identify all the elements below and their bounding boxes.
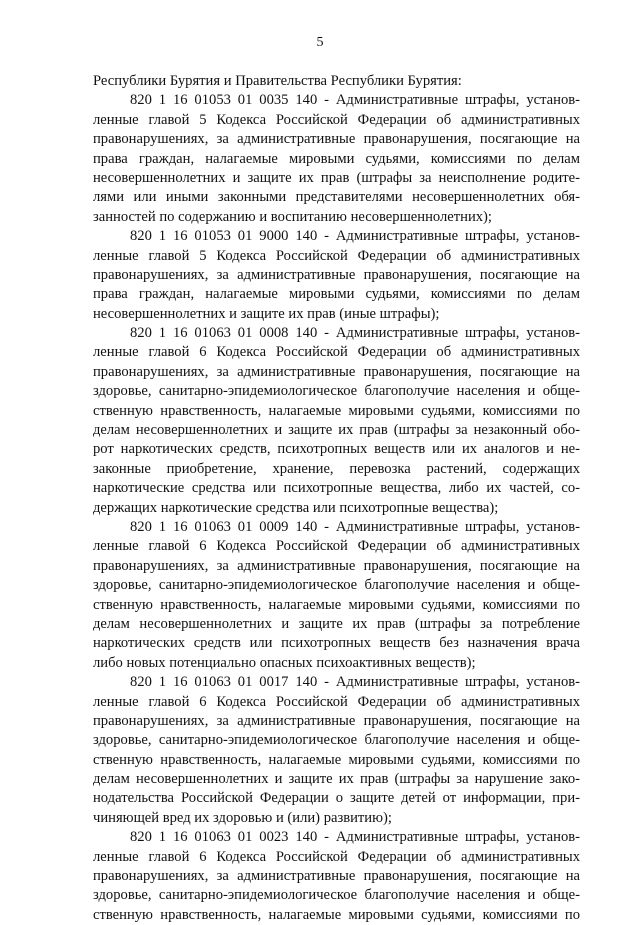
- text-line: 820 1 16 01063 01 0009 140 - Административные штрафы, установ-: [130, 518, 580, 535]
- text-line: 820 1 16 01053 01 9000 140 - Административные штрафы, установ-: [130, 228, 580, 245]
- text-line: несовершеннолетних и защите их прав (штрафы за неисполнение родите-: [93, 169, 580, 186]
- text-line: 820 1 16 01063 01 0008 140 - Административные штрафы, установ-: [130, 325, 580, 342]
- text-line: 820 1 16 01053 01 0035 140 - Административные штрафы, установ-: [130, 92, 580, 109]
- body-text: [93, 72, 580, 925]
- text-line: 820 1 16 01063 01 0023 140 - Административные штрафы, установ-: [130, 829, 580, 846]
- text-line: наркотических средств или психотропных веществ без назначения врача: [93, 635, 580, 652]
- text-line: правонарушениях, за административные правонарушения, посягающие на: [93, 266, 580, 283]
- text-line: Республики Бурятия и Правительства Республики Бурятия:: [93, 73, 462, 89]
- text-line: правонарушениях, за административные правонарушения, посягающие на: [93, 712, 580, 729]
- text-line: правонарушениях, за административные правонарушения, посягающие на: [93, 868, 580, 885]
- text-line: делам несовершеннолетних и защите их прав (штрафы за потребление: [93, 615, 580, 632]
- text-line: правонарушениях, за административные правонарушения, посягающие на: [93, 131, 580, 148]
- text-line: рот наркотических средств, психотропных веществ или их аналогов и не-: [93, 441, 580, 458]
- text-line: несовершеннолетних и защите их прав (иные штрафы);: [93, 305, 440, 322]
- text-line: права граждан, налагаемые мировыми судьями, комиссиями по делам: [93, 286, 580, 303]
- text-line: держащих наркотические средства или психотропные вещества);: [93, 499, 499, 516]
- text-line: лями или иными законными представителями несовершеннолетних обя-: [93, 189, 580, 206]
- text-line: нодательства Российской Федерации о защите детей от информации, при-: [93, 790, 580, 807]
- text-line: 820 1 16 01063 01 0017 140 - Административные штрафы, установ-: [130, 674, 580, 691]
- text-line: здоровье, санитарно-эпидемиологическое благополучие населения и обще-: [93, 732, 580, 749]
- page-number: 5: [316, 35, 324, 50]
- text-line: чиняющей вред их здоровью и (или) развитию);: [93, 809, 392, 826]
- text-line: здоровье, санитарно-эпидемиологическое благополучие населения и обще-: [93, 887, 580, 904]
- text-line: делам несовершеннолетних и защите их прав (штрафы за незаконный обо-: [93, 422, 580, 439]
- text-line: ленные главой 6 Кодекса Российской Федерации об административных: [93, 693, 580, 710]
- text-line: правонарушениях, за административные правонарушения, посягающие на: [93, 363, 580, 380]
- text-line: здоровье, санитарно-эпидемиологическое благополучие населения и обще-: [93, 577, 580, 594]
- text-line: здоровье, санитарно-эпидемиологическое благополучие населения и обще-: [93, 383, 580, 400]
- text-line: делам несовершеннолетних и защите их прав (штрафы за нарушение зако-: [93, 771, 580, 788]
- text-line: наркотические средства или психотропные вещества, либо их частей, со-: [93, 480, 580, 497]
- text-line: ленные главой 6 Кодекса Российской Федерации об административных: [93, 538, 580, 555]
- text-line: правонарушениях, за административные правонарушения, посягающие на: [93, 557, 580, 574]
- text-line: ственную нравственность, налагаемые мировыми судьями, комиссиями по: [93, 596, 580, 613]
- text-line: ленные главой 5 Кодекса Российской Федерации об административных: [93, 247, 580, 264]
- text-line: ленные главой 5 Кодекса Российской Федерации об административных: [93, 111, 580, 128]
- text-line: либо новых потенциально опасных психоактивных веществ);: [93, 654, 476, 671]
- text-line: законные приобретение, хранение, перевозка растений, содержащих: [93, 460, 580, 477]
- text-line: ственную нравственность, налагаемые мировыми судьями, комиссиями по: [93, 906, 580, 923]
- text-line: ственную нравственность, налагаемые мировыми судьями, комиссиями по: [93, 751, 580, 768]
- text-line: ственную нравственность, налагаемые мировыми судьями, комиссиями по: [93, 402, 580, 419]
- text-line: права граждан, налагаемые мировыми судьями, комиссиями по делам: [93, 150, 580, 167]
- text-line: занностей по содержанию и воспитанию несовершеннолетних);: [93, 208, 492, 225]
- text-line: ленные главой 6 Кодекса Российской Федерации об административных: [93, 848, 580, 865]
- text-line: ленные главой 6 Кодекса Российской Федерации об административных: [93, 344, 580, 361]
